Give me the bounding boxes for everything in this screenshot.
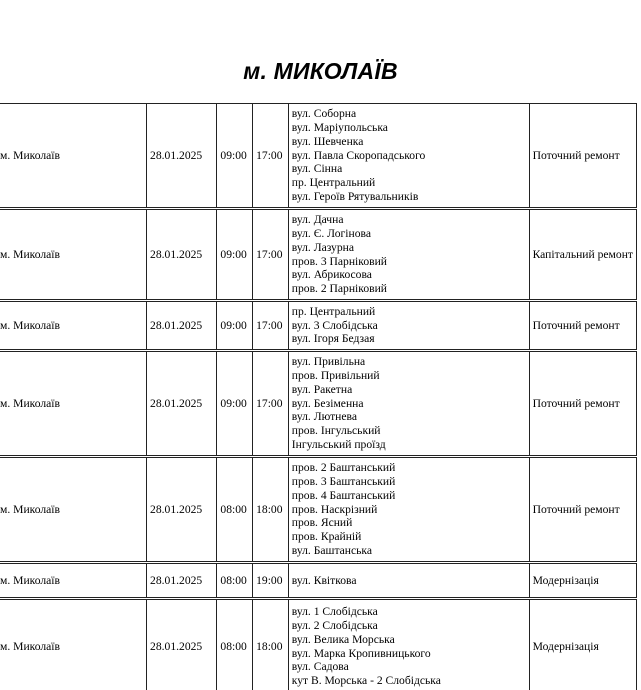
street-line: вул. Марка Кропивницького [291, 646, 431, 660]
street-line: вул. 1 Слобідська [291, 604, 378, 618]
city-cell: м. Миколаїв [0, 599, 147, 690]
end-time-cell: 17:00 [253, 301, 289, 351]
work-type-cell: Поточний ремонт [529, 351, 636, 457]
streets-cell [288, 599, 529, 690]
start-time-cell: 09:00 [217, 209, 253, 301]
work-type-cell: Поточний ремонт [529, 104, 636, 209]
date-cell: 28.01.2025 [147, 351, 217, 457]
street-line: вул. Павла Скоропадського [291, 148, 426, 162]
street-line: Інгульський проїзд [291, 438, 386, 452]
table-row [0, 209, 637, 301]
outage-schedule-table [0, 103, 637, 690]
street-line: пров. 2 Баштанський [291, 460, 396, 474]
start-time-cell: 09:00 [217, 301, 253, 351]
streets-cell [288, 563, 529, 599]
street-line: пров. 2 Парніковий [291, 282, 387, 296]
street-line: пров. Наскрізний [291, 502, 378, 516]
end-time-cell: 17:00 [253, 351, 289, 457]
end-time-cell: 18:00 [253, 599, 289, 690]
work-type-cell: Поточний ремонт [529, 457, 636, 563]
streets-cell [288, 457, 529, 563]
start-time-cell: 08:00 [217, 457, 253, 563]
street-line: вул. Баштанська [291, 544, 373, 558]
city-cell: м. Миколаїв [0, 351, 147, 457]
street-line: вул. 2 Слобідська [291, 618, 378, 632]
street-line: пров. Інгульський [291, 424, 381, 438]
street-line: вул. Лазурна [291, 240, 355, 254]
street-line: вул. Лютнева [291, 410, 357, 424]
street-line: вул. Героїв Рятувальників [291, 190, 419, 204]
street-line: вул. Квіткова [291, 573, 357, 587]
start-time-cell: 08:00 [217, 599, 253, 690]
city-cell: м. Миколаїв [0, 301, 147, 351]
street-line: вул. Соборна [291, 106, 357, 120]
street-line: вул. Сінна [291, 162, 343, 176]
street-line: вул. 3 Слобідська [291, 318, 378, 332]
street-line: вул. Дачна [291, 212, 344, 226]
work-type-cell: Капітальний ремонт [529, 209, 636, 301]
table-row [0, 563, 637, 599]
street-line: вул. Шевченка [291, 134, 364, 148]
street-line: вул. Маріупольська [291, 120, 388, 134]
table-row [0, 351, 637, 457]
page-title: м. МИКОЛАЇВ [243, 58, 398, 84]
street-line: вул. Безіменна [291, 396, 364, 410]
streets-cell [288, 104, 529, 209]
date-cell: 28.01.2025 [147, 209, 217, 301]
street-line: пр. Центральний [291, 176, 376, 190]
start-time-cell: 09:00 [217, 104, 253, 209]
date-cell: 28.01.2025 [147, 457, 217, 563]
start-time-cell: 08:00 [217, 563, 253, 599]
street-line: пров. 4 Баштанський [291, 488, 396, 502]
city-cell: м. Миколаїв [0, 563, 147, 599]
city-cell: м. Миколаїв [0, 457, 147, 563]
street-line: вул. Є. Логінова [291, 226, 371, 240]
date-cell: 28.01.2025 [147, 104, 217, 209]
street-line: вул. Абрикосова [291, 268, 372, 282]
street-line: пров. Привільний [291, 368, 380, 382]
end-time-cell: 17:00 [253, 104, 289, 209]
streets-cell [288, 209, 529, 301]
street-line: пров. 3 Баштанський [291, 474, 396, 488]
date-cell: 28.01.2025 [147, 563, 217, 599]
work-type-cell: Модернізація [529, 563, 636, 599]
city-cell: м. Миколаїв [0, 209, 147, 301]
street-line: вул. Ракетна [291, 382, 353, 396]
city-cell: м. Миколаїв [0, 104, 147, 209]
end-time-cell: 18:00 [253, 457, 289, 563]
date-cell: 28.01.2025 [147, 599, 217, 690]
end-time-cell: 19:00 [253, 563, 289, 599]
street-line: вул. Садова [291, 660, 349, 674]
street-line: кут В. Морська - 2 Слобідська [291, 674, 441, 688]
street-line: пров. 3 Парніковий [291, 254, 387, 268]
start-time-cell: 09:00 [217, 351, 253, 457]
street-line: вул. Привільна [291, 354, 366, 368]
street-line: вул. Велика Морська [291, 632, 395, 646]
street-line: пр. Центральний [291, 304, 376, 318]
table-row [0, 301, 637, 351]
work-type-cell: Поточний ремонт [529, 301, 636, 351]
street-line: пров. Ясний [291, 516, 353, 530]
date-cell: 28.01.2025 [147, 301, 217, 351]
table-row [0, 457, 637, 563]
street-line: пров. Крайній [291, 530, 362, 544]
table-row [0, 104, 637, 209]
streets-cell [288, 351, 529, 457]
work-type-cell: Модернізація [529, 599, 636, 690]
streets-cell [288, 301, 529, 351]
table-row [0, 599, 637, 690]
end-time-cell: 17:00 [253, 209, 289, 301]
table-body [0, 104, 637, 690]
street-line: вул. Ігоря Бедзая [291, 332, 375, 346]
